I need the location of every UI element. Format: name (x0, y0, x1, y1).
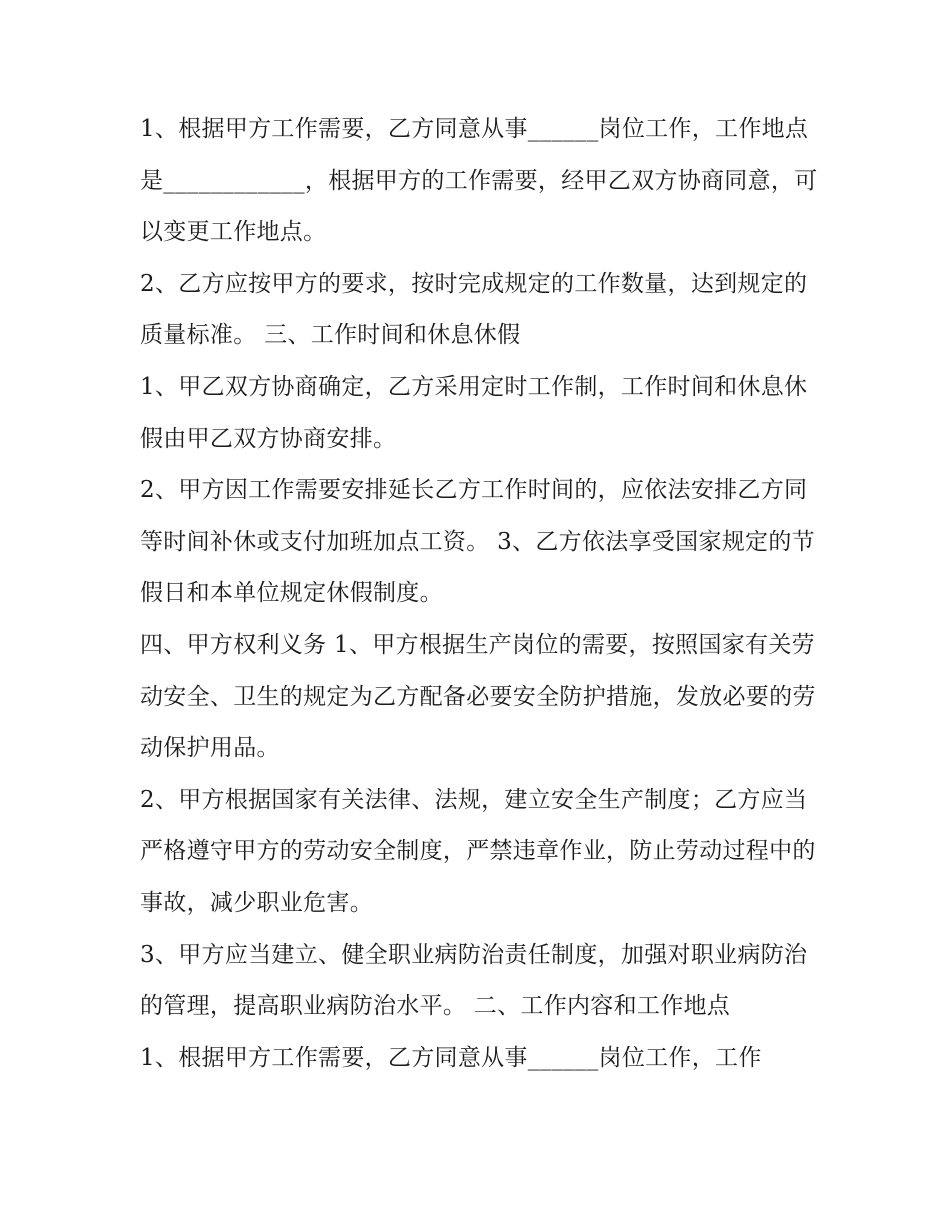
paragraph: 1、甲乙双方协商确定，乙方采用定时工作制，工作时间和休息休假由甲乙双方协商安排。 (140, 373, 808, 452)
paragraph: 1、根据甲方工作需要，乙方同意从事______岗位工作，工作 (140, 1044, 762, 1071)
paragraph: 2、甲方根据国家有关法律、法规，建立安全生产制度；乙方应当严格遵守甲方的劳动安全制度，严禁违章作业，防止劳动过程中的事故，减少职业危害。 (140, 786, 816, 916)
paragraph: 3、甲方应当建立、健全职业病防治责任制度，加强对职业病防治的管理，提高职业病防治水平。 二、工作内容和工作地点 (140, 941, 808, 1020)
document-body (140, 104, 820, 1084)
paragraph: 四、甲方权利义务 1、甲方根据生产岗位的需要，按照国家有关劳动安全、卫生的规定为乙方配备必要安全防护措施，发放必要的劳动保护用品。 (140, 631, 816, 762)
paragraph: 2、甲方因工作需要安排延长乙方工作时间的，应依法安排乙方同等时间补休或支付加班加点工资。 3、乙方依法享受国家规定的节假日和本单位规定休假制度。 (140, 477, 815, 607)
paragraph: 1、根据甲方工作需要，乙方同意从事______岗位工作，工作地点是____________，根据甲方的工作需要，经甲乙双方协商同意，可以变更工作地点。 (140, 116, 818, 246)
paragraph: 2、乙方应按甲方的要求，按时完成规定的工作数量，达到规定的质量标准。 三、工作时间和休息休假 (140, 270, 808, 349)
